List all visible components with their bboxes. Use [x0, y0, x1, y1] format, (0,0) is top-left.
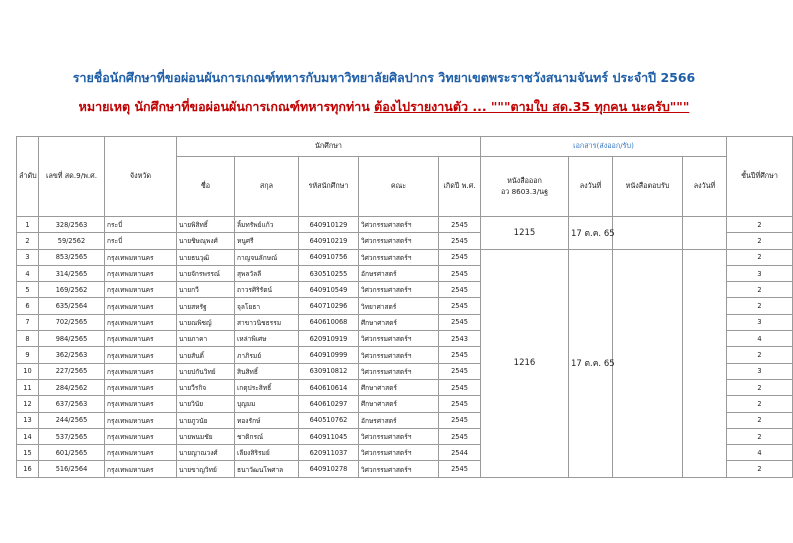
cell-order: 10 — [17, 363, 39, 379]
cell-sd-no: 853/2565 — [39, 249, 105, 265]
cell-faculty: อักษรศาสตร์ — [359, 412, 439, 428]
cell-year-level: 2 — [727, 347, 793, 363]
header-province: จังหวัด — [105, 137, 177, 217]
cell-faculty: วิทยาศาสตร์ — [359, 298, 439, 314]
cell-sd-no: 601/2565 — [39, 445, 105, 461]
cell-birth-year: 2544 — [439, 445, 481, 461]
cell-sd-no: 537/2565 — [39, 428, 105, 444]
cell-year-level: 2 — [727, 396, 793, 412]
cell-order: 8 — [17, 331, 39, 347]
cell-faculty: ศึกษาศาสตร์ — [359, 396, 439, 412]
cell-birth-year: 2545 — [439, 217, 481, 233]
cell-name: นายวินัย — [177, 396, 235, 412]
cell-birth-year: 2545 — [439, 396, 481, 412]
cell-year-level: 3 — [727, 363, 793, 379]
cell-province: กรุงเทพมหานคร — [105, 461, 177, 477]
cell-name: นายญาณวงศ์ — [177, 445, 235, 461]
cell-order: 16 — [17, 461, 39, 477]
cell-surname: สุพลวัลลี — [235, 265, 299, 281]
cell-year-level: 2 — [727, 461, 793, 477]
cell-year-level: 2 — [727, 249, 793, 265]
cell-student-id: 640910219 — [299, 233, 359, 249]
cell-province: กรุงเทพมหานคร — [105, 428, 177, 444]
table-row — [17, 217, 793, 233]
cell-surname: ธนาวัฒนโพศาล — [235, 461, 299, 477]
cell-year-level: 4 — [727, 445, 793, 461]
cell-order: 15 — [17, 445, 39, 461]
cell-faculty: วิศวกรรมศาสตร์ฯ — [359, 347, 439, 363]
cell-student-id: 640710296 — [299, 298, 359, 314]
cell-province: กรุงเทพมหานคร — [105, 249, 177, 265]
cell-province: กรุงเทพมหานคร — [105, 396, 177, 412]
cell-order: 4 — [17, 265, 39, 281]
cell-surname: หนูศรี — [235, 233, 299, 249]
student-table — [16, 136, 793, 478]
cell-year-level: 2 — [727, 379, 793, 395]
cell-out-letter: 1215 — [481, 217, 569, 250]
cell-student-id: 620911037 — [299, 445, 359, 461]
cell-date: 17 ต.ค. 65 — [569, 217, 613, 250]
cell-year-level: 3 — [727, 265, 793, 281]
cell-student-id: 640610068 — [299, 314, 359, 330]
cell-name: นายขาญวิทย์ — [177, 461, 235, 477]
cell-order: 7 — [17, 314, 39, 330]
cell-birth-year: 2545 — [439, 412, 481, 428]
cell-sd-no: 227/2565 — [39, 363, 105, 379]
cell-date-2 — [683, 217, 727, 250]
cell-birth-year: 2545 — [439, 298, 481, 314]
header-year-level: ชั้นปีที่ศึกษา — [727, 137, 793, 217]
header-student-id: รหัสนักศึกษา — [299, 157, 359, 217]
cell-year-level: 2 — [727, 298, 793, 314]
cell-order: 2 — [17, 233, 39, 249]
cell-student-id: 640910129 — [299, 217, 359, 233]
cell-birth-year: 2543 — [439, 331, 481, 347]
cell-faculty: วิศวกรรมศาสตร์ฯ — [359, 249, 439, 265]
header-faculty: คณะ — [359, 157, 439, 217]
cell-province: กรุงเทพมหานคร — [105, 331, 177, 347]
cell-student-id: 630910812 — [299, 363, 359, 379]
cell-student-id: 640911045 — [299, 428, 359, 444]
cell-sd-no: 516/2564 — [39, 461, 105, 477]
cell-student-id: 640910999 — [299, 347, 359, 363]
cell-surname: เลียงสิริรมย์ — [235, 445, 299, 461]
cell-name: นายสหรัฐ — [177, 298, 235, 314]
page-title: รายชื่อนักศึกษาที่ขอผ่อนผันการเกณฑ์ทหารกับมหาวิทยาลัยศิลปากร วิทยาเขตพระราชวังสนามจันทร์ ประจำปี 2566 — [72, 70, 696, 85]
cell-sd-no: 314/2565 — [39, 265, 105, 281]
cell-surname: สาขาวนิชธรรม — [235, 314, 299, 330]
cell-faculty: วิศวกรรมศาสตร์ฯ — [359, 233, 439, 249]
cell-year-level: 2 — [727, 428, 793, 444]
cell-student-id: 640910549 — [299, 282, 359, 298]
header-student: นักศึกษา — [177, 137, 481, 157]
cell-faculty: วิศวกรรมศาสตร์ฯ — [359, 282, 439, 298]
cell-surname: กาญจนลักษณ์ — [235, 249, 299, 265]
cell-birth-year: 2545 — [439, 347, 481, 363]
header-date: ลงวันที่ — [569, 157, 613, 217]
cell-date: 17 ต.ค. 65 — [569, 249, 613, 477]
cell-birth-year: 2545 — [439, 461, 481, 477]
cell-faculty: วิศวกรรมศาสตร์ฯ — [359, 331, 439, 347]
cell-province: กรุงเทพมหานคร — [105, 363, 177, 379]
cell-birth-year: 2545 — [439, 282, 481, 298]
header-reply-letter: หนังสือตอบรับ — [613, 157, 683, 217]
cell-sd-no: 637/2563 — [39, 396, 105, 412]
cell-surname: เหล่าพิเศษ — [235, 331, 299, 347]
cell-birth-year: 2545 — [439, 249, 481, 265]
cell-year-level: 2 — [727, 412, 793, 428]
cell-province: กรุงเทพมหานคร — [105, 379, 177, 395]
cell-faculty: ศึกษาศาสตร์ — [359, 379, 439, 395]
page-note — [0, 97, 768, 117]
cell-year-level: 2 — [727, 217, 793, 233]
cell-sd-no: 169/2562 — [39, 282, 105, 298]
cell-faculty: ศึกษาศาสตร์ — [359, 314, 439, 330]
cell-birth-year: 2545 — [439, 363, 481, 379]
cell-province: กรุงเทพมหานคร — [105, 347, 177, 363]
cell-reply-letter — [613, 217, 683, 250]
cell-birth-year: 2545 — [439, 265, 481, 281]
cell-name: นายพิสิทธิ์ — [177, 217, 235, 233]
note-prefix: หมายเหตุ นักศึกษาที่ขอผ่อนผันการเกณฑ์ทหารทุกท่าน — [78, 99, 375, 114]
cell-surname: ทองรักษ์ — [235, 412, 299, 428]
cell-student-id: 640910756 — [299, 249, 359, 265]
cell-order: 11 — [17, 379, 39, 395]
cell-name: นายพนมชัย — [177, 428, 235, 444]
cell-sd-no: 362/2563 — [39, 347, 105, 363]
cell-order: 1 — [17, 217, 39, 233]
header-out-letter — [481, 157, 569, 217]
header-birth-year: เกิดปี พ.ศ. — [439, 157, 481, 217]
cell-province: กระบี่ — [105, 217, 177, 233]
cell-surname: ภาภิรมย์ — [235, 347, 299, 363]
header-order: ลำดับ — [17, 137, 39, 217]
header-sd-no: เลขที่ สด.9/พ.ศ. — [39, 137, 105, 217]
cell-name: นายกวี — [177, 282, 235, 298]
cell-year-level: 4 — [727, 331, 793, 347]
cell-birth-year: 2545 — [439, 233, 481, 249]
cell-year-level: 2 — [727, 282, 793, 298]
cell-surname: สินสิทธิ์ — [235, 363, 299, 379]
header-out-letter-line2: อว 8603.3/นฐ — [500, 186, 549, 196]
cell-faculty: วิศวกรรมศาสตร์ฯ — [359, 445, 439, 461]
cell-faculty: วิศวกรรมศาสตร์ฯ — [359, 363, 439, 379]
cell-date-2 — [683, 249, 727, 477]
cell-reply-letter — [613, 249, 683, 477]
cell-surname: ชาติกรณ์ — [235, 428, 299, 444]
cell-sd-no: 702/2565 — [39, 314, 105, 330]
cell-name: นายจักรพรรณ์ — [177, 265, 235, 281]
cell-faculty: วิศวกรรมศาสตร์ฯ — [359, 461, 439, 477]
cell-sd-no: 244/2565 — [39, 412, 105, 428]
cell-order: 9 — [17, 347, 39, 363]
cell-student-id: 640510762 — [299, 412, 359, 428]
header-out-letter-line1: หนังสือออก — [507, 175, 542, 185]
cell-province: กรุงเทพมหานคร — [105, 412, 177, 428]
cell-order: 3 — [17, 249, 39, 265]
cell-out-letter: 1216 — [481, 249, 569, 477]
cell-name: นายภูวนัย — [177, 412, 235, 428]
cell-name: นายธนวุฒิ — [177, 249, 235, 265]
table-row — [17, 249, 793, 265]
cell-sd-no: 984/2565 — [39, 331, 105, 347]
cell-order: 6 — [17, 298, 39, 314]
cell-province: กรุงเทพมหานคร — [105, 265, 177, 281]
cell-year-level: 2 — [727, 233, 793, 249]
cell-student-id: 640910278 — [299, 461, 359, 477]
cell-faculty: วิศวกรรมศาสตร์ฯ — [359, 428, 439, 444]
cell-sd-no: 328/2563 — [39, 217, 105, 233]
cell-birth-year: 2545 — [439, 314, 481, 330]
note-emphasis: ต้องไปรายงานตัว ... """ตามใบ สด.35 ทุกคน นะครับ""" — [374, 99, 690, 114]
cell-order: 5 — [17, 282, 39, 298]
cell-birth-year: 2545 — [439, 428, 481, 444]
header-surname: สกุล — [235, 157, 299, 217]
cell-sd-no: 284/2562 — [39, 379, 105, 395]
header-documents: เอกสาร(ส่งออก/รับ) — [481, 137, 727, 157]
cell-province: กรุงเทพมหานคร — [105, 445, 177, 461]
cell-order: 13 — [17, 412, 39, 428]
cell-sd-no: 59/2562 — [39, 233, 105, 249]
cell-name: นายชิษณุพงศ์ — [177, 233, 235, 249]
cell-order: 12 — [17, 396, 39, 412]
cell-name: นายณพิชญ์ — [177, 314, 235, 330]
cell-name: นายวีรกิจ — [177, 379, 235, 395]
header-date-2: ลงวันที่ — [683, 157, 727, 217]
cell-surname: ลิ้มทรัพย์แก้ว — [235, 217, 299, 233]
cell-surname: จุลโยธา — [235, 298, 299, 314]
cell-name: นายสันติ์ — [177, 347, 235, 363]
table-body — [17, 217, 793, 478]
header-name: ชื่อ — [177, 157, 235, 217]
cell-name: นายภาคา — [177, 331, 235, 347]
cell-student-id: 640610614 — [299, 379, 359, 395]
cell-name: นายปกันวิทย์ — [177, 363, 235, 379]
cell-order: 14 — [17, 428, 39, 444]
cell-student-id: 630510255 — [299, 265, 359, 281]
cell-province: กรุงเทพมหานคร — [105, 298, 177, 314]
cell-faculty: วิศวกรรมศาสตร์ฯ — [359, 217, 439, 233]
cell-student-id: 640610297 — [299, 396, 359, 412]
cell-surname: เกตุประสิทธิ์ — [235, 379, 299, 395]
cell-province: กรุงเทพมหานคร — [105, 314, 177, 330]
cell-faculty: อักษรศาสตร์ — [359, 265, 439, 281]
cell-province: กรุงเทพมหานคร — [105, 282, 177, 298]
cell-student-id: 620910919 — [299, 331, 359, 347]
cell-birth-year: 2545 — [439, 379, 481, 395]
cell-sd-no: 635/2564 — [39, 298, 105, 314]
cell-year-level: 3 — [727, 314, 793, 330]
cell-surname: บุญมม — [235, 396, 299, 412]
cell-province: กระบี่ — [105, 233, 177, 249]
cell-surname: ถาวรศิริรัตน์ — [235, 282, 299, 298]
